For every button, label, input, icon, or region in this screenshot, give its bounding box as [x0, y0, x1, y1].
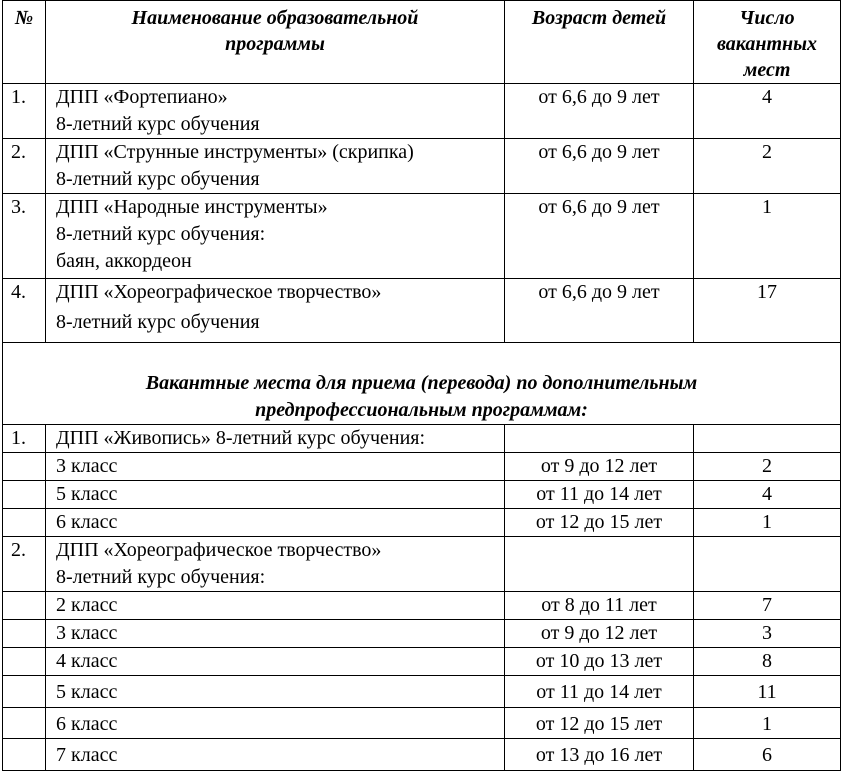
row-class: 3 класс [46, 620, 505, 648]
table-row [3, 648, 841, 676]
row-num: 3. [3, 194, 46, 279]
group-header-row [3, 537, 841, 592]
header-program-name-line: Наименование образовательной [131, 7, 419, 29]
row-age: от 10 до 13 лет [505, 648, 694, 676]
row-age: от 6,6 до 9 лет [505, 194, 694, 279]
group-program-name: ДПП «Живопись» 8-летний курс обучения: [46, 425, 505, 453]
program-name-line: ДПП «Хореографическое творчество» [56, 281, 382, 303]
table-row [3, 194, 841, 279]
row-count: 6 [694, 739, 841, 771]
group-program-name [46, 537, 505, 592]
row-age: от 11 до 14 лет [505, 481, 694, 509]
row-class: 2 класс [46, 592, 505, 620]
row-num-empty [3, 739, 46, 771]
row-num-empty [3, 620, 46, 648]
row-num-empty [3, 509, 46, 537]
row-class: 6 класс [46, 509, 505, 537]
row-program-name [46, 194, 505, 279]
row-count: 1 [694, 509, 841, 537]
program-name-line: ДПП «Народные инструменты» [56, 196, 328, 218]
row-count: 8 [694, 648, 841, 676]
table-row [3, 592, 841, 620]
group-program-name-line: ДПП «Хореографическое творчество» [56, 539, 382, 561]
group-num: 1. [3, 425, 46, 453]
row-class: 7 класс [46, 739, 505, 771]
row-count: 1 [694, 708, 841, 739]
section-title-line: предпрофессиональным программам: [255, 399, 588, 421]
row-program-name [46, 84, 505, 139]
group-count-empty [694, 537, 841, 592]
table-row [3, 739, 841, 771]
program-name-line: 8-летний курс обучения: [56, 223, 266, 245]
group-age-empty [505, 537, 694, 592]
group-count-empty [694, 425, 841, 453]
row-count: 4 [694, 481, 841, 509]
table-row [3, 481, 841, 509]
section-title [3, 343, 841, 425]
row-class: 5 класс [46, 481, 505, 509]
group-program-name-line: 8-летний курс обучения: [56, 566, 266, 588]
row-count: 4 [694, 84, 841, 139]
header-program-name [46, 1, 505, 84]
row-age: от 6,6 до 9 лет [505, 84, 694, 139]
program-name-line: 8-летний курс обучения [56, 168, 260, 190]
row-age: от 8 до 11 лет [505, 592, 694, 620]
group-header-row [3, 425, 841, 453]
header-count-line: мест [743, 59, 791, 81]
row-program-name [46, 279, 505, 343]
row-class: 3 класс [46, 453, 505, 481]
table-row [3, 620, 841, 648]
row-num-empty [3, 708, 46, 739]
row-count: 7 [694, 592, 841, 620]
section-title-row [3, 343, 841, 425]
table-row [3, 453, 841, 481]
row-num-empty [3, 481, 46, 509]
row-num-empty [3, 592, 46, 620]
row-age: от 6,6 до 9 лет [505, 279, 694, 343]
row-program-name [46, 139, 505, 194]
group-num: 2. [3, 537, 46, 592]
row-num-empty [3, 676, 46, 708]
row-age: от 11 до 14 лет [505, 676, 694, 708]
header-age: Возраст детей [505, 1, 694, 84]
header-vacant-count [694, 1, 841, 84]
row-num: 4. [3, 279, 46, 343]
group-age-empty [505, 425, 694, 453]
header-count-line: Число [739, 7, 795, 29]
header-num: № [3, 1, 46, 84]
table-row [3, 279, 841, 343]
header-count-line: вакантных [716, 33, 818, 55]
row-count: 3 [694, 620, 841, 648]
table-row [3, 708, 841, 739]
row-age: от 12 до 15 лет [505, 708, 694, 739]
vacancies-table [2, 0, 841, 771]
row-count: 1 [694, 194, 841, 279]
table-row [3, 509, 841, 537]
row-age: от 13 до 16 лет [505, 739, 694, 771]
row-num: 1. [3, 84, 46, 139]
row-age: от 6,6 до 9 лет [505, 139, 694, 194]
row-age: от 12 до 15 лет [505, 509, 694, 537]
header-program-name-line: программы [225, 33, 325, 55]
row-age: от 9 до 12 лет [505, 453, 694, 481]
table-row [3, 676, 841, 708]
row-age: от 9 до 12 лет [505, 620, 694, 648]
row-class: 5 класс [46, 676, 505, 708]
row-num-empty [3, 453, 46, 481]
row-count: 2 [694, 139, 841, 194]
program-name-line: ДПП «Струнные инструменты» (скрипка) [56, 141, 414, 163]
row-class: 6 класс [46, 708, 505, 739]
row-count: 17 [694, 279, 841, 343]
program-name-line: ДПП «Фортепиано» [56, 86, 228, 108]
section-title-line: Вакантные места для приема (перевода) по дополнительным [145, 372, 698, 394]
table-row [3, 84, 841, 139]
table-row [3, 139, 841, 194]
table-header-row [3, 1, 841, 84]
program-name-line: баян, аккордеон [56, 250, 192, 272]
program-name-line: 8-летний курс обучения [56, 311, 260, 333]
row-num: 2. [3, 139, 46, 194]
row-class: 4 класс [46, 648, 505, 676]
row-num-empty [3, 648, 46, 676]
row-count: 2 [694, 453, 841, 481]
program-name-line: 8-летний курс обучения [56, 113, 260, 135]
row-count: 11 [694, 676, 841, 708]
